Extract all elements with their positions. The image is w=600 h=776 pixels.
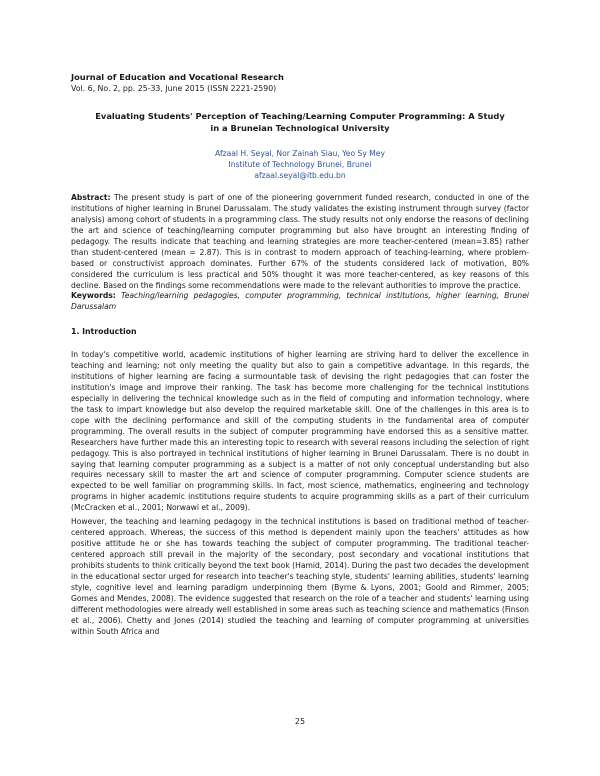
introduction-paragraph-2: However, the teaching and learning pedagogy in the technical institutions is based on traditional method of teacher-centered approach. Whereas, the success of this method is dependent mainly upon the teachers' attitudes as how positive attitude he or she has towards teaching the subject of computer programming. The traditional teacher-centered approach still prevail in the majority of the secondary, post secondary and vocational institutions that prohibits students to think critically beyond the text book (Hamid, 2014). During the past two decades the development in the educational sector urged for research into teacher's teaching style, students' learning abilities, students' learning style, cognitive level and learning paradigm underpinning them (Byrne & Lyons, 2001; Goold and Rimmer, 2005; Gomes and Mendes, 2008). The evidence suggested that research on the role of a teacher and students' learning using different methodologies were already well established in some areas such as teaching science and mathematics (Finson et al., 2006). Chetty and Jones (2014) studied the teaching and learning of computer programming at universities within South Africa and — [71, 517, 529, 636]
author-block — [100, 148, 500, 181]
journal-volume-line: Vol. 6, No. 2, pp. 25-33, June 2015 (ISSN 2221-2590) — [71, 84, 277, 93]
author-names: Afzaal H. Seyal, Nor Zainah Siau, Yeo Sy Mey — [215, 149, 385, 158]
journal-header — [71, 72, 531, 94]
abstract-text: The present study is part of one of the pioneering government funded research, conducted in one of the institutions of higher learning in Brunei Darussalam. The study validates the existing instrument through survey (factor analysis) among cohort of students in a programming class. The study results not only endorse the reasons of declining the art and science of teaching/learning computer programming but also have brought an interesting finding of pedagogy. The results indicate that teaching and learning strategies are more teacher-centered (mean=3.85) rather than student-centered (mean = 2.87). This is in contrast to modern approach of teaching-learning, where problem-based or constructivist approach dominates. Further 67% of the students considered lack of motivation, 80% considered the curriculum is less practical and 50% thought it was more teacher-centered, as key reasons of this decline. Based on the findings some recommendations were made to the relevant authorities to improve the practice. — [71, 193, 529, 290]
journal-name: Journal of Education and Vocational Research — [71, 72, 284, 82]
keywords-label: Keywords: — [71, 291, 116, 300]
author-affiliation: Institute of Technology Brunei, Brunei — [228, 160, 372, 169]
page-number: 25 — [294, 717, 306, 726]
abstract — [71, 193, 529, 292]
author-email: afzaal.seyal@itb.edu.bn — [254, 171, 346, 180]
abstract-label: Abstract: — [71, 193, 111, 202]
section-heading-introduction: 1. Introduction — [71, 327, 137, 336]
article-title: Evaluating Students' Perception of Teaching/Learning Computer Programming: A Study in a Bruneian Technological University — [95, 111, 505, 133]
keywords-text: Teaching/learning pedagogies, computer programming, technical institutions, higher learning, Brunei Darussalam — [71, 291, 529, 311]
introduction-paragraph-1: In today's competitive world, academic institutions of higher learning are striving hard to deliver the excellence in teaching and learning; not only meeting the quality but also to gain a competitive advantage. In this regards, the institutions of higher learning are facing a surmountable task of devising the right pedagogies that can foster the institution's image and improve their ranking. The task has become more challenging for the technical institutions especially in delivering the technical knowledge such as in the field of computing and information technology, where the task to impart knowledge but also develop the required marketable skill. One of the challenges in this area is to cope with the declining performance and skill of the computing students in the fundamental area of computer programming. The overall results in the subject of computer programming have endorsed this as a sensitive matter. Researchers have further made this an interesting topic to research with several reasons including the selection of right pedagogy. This is also portrayed in technical institutions of higher learning in Brunei Darussalam. There is no doubt in saying that learning computer programming as a subject is a matter of not only conceptual understanding but also requires necessary skill to master the art and science of computer programming. Computer science students are expected to be well familiar on programming skills. In fact, most science, mathematics, engineering and technology programs in higher academic institutions require students to acquire programming skills as a part of their curriculum (McCracken et al., 2001; Norwawi et al., 2009). — [71, 350, 529, 513]
keywords — [71, 291, 529, 313]
